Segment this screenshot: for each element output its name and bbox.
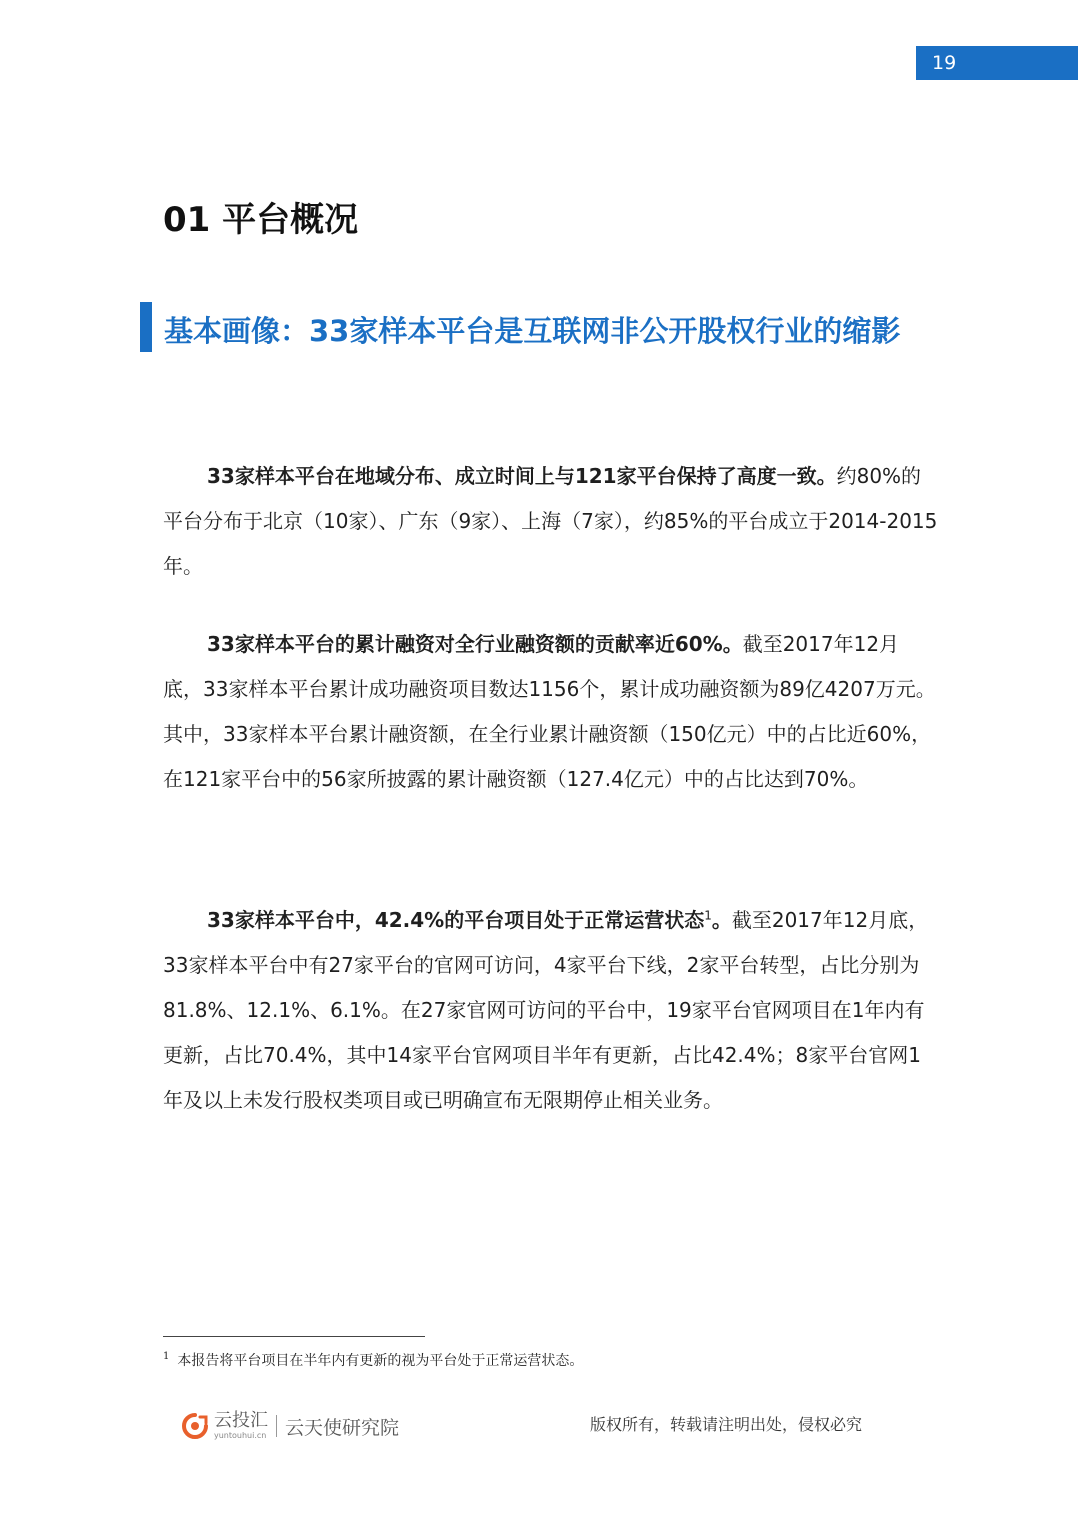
copyright-notice: 版权所有，转载请注明出处，侵权必究 [590, 1415, 863, 1434]
swirl-logo-icon [180, 1411, 210, 1441]
footnote-marker: 1 [163, 1351, 170, 1363]
paragraph-2 [163, 622, 938, 802]
footnote-reference[interactable]: 1 [704, 908, 712, 923]
paragraph-3-lead-end: 。 [711, 908, 732, 932]
paragraph-3-lead: 33家样本平台中，42.4%的平台项目处于正常运营状态 [207, 908, 705, 932]
subheading-accent-bar [140, 302, 152, 352]
paragraph-1 [163, 454, 938, 589]
institute-name: 云天使研究院 [285, 1416, 400, 1439]
logo-url: yuntouhui.cn [214, 1431, 267, 1440]
paragraph-1-body: 约80%的平台分布于北京（10家）、广东（9家）、上海（7家），约85%的平台成立于2014-2015年。 [163, 464, 938, 578]
footnote [163, 1350, 583, 1370]
section-title: 01 平台概况 [163, 200, 359, 240]
logo-brand: 云投汇 [214, 1410, 268, 1431]
paragraph-2-lead: 33家样本平台的累计融资对全行业融资额的贡献率近60%。 [207, 632, 743, 656]
footnote-divider [163, 1336, 425, 1337]
paragraph-3-body: 截至2017年12月底，33家样本平台中有27家平台的官网可访问，4家平台下线，2家平台转型，占比分别为81.8%、12.1%、6.1%。在27家官网可访问的平台中，19家平台官网项目在1年内有更新，占比70.4%，其中14家平台官网项目半年有更新，占比42.4%；8家平台官网1年及以上未发行股权类项目或已明确宣布无限期停止相关业务。 [163, 908, 929, 1112]
footer-logo [180, 1406, 399, 1446]
footnote-text: 本报告将平台项目在半年内有更新的视为平台处于正常运营状态。 [177, 1353, 584, 1369]
paragraph-2-body: 截至2017年12月底，33家样本平台累计成功融资项目数达1156个，累计成功融资额为89亿4207万元。其中，33家样本平台累计融资额，在全行业累计融资额（150亿元）中的占比近60%，在121家平台中的56家所披露的累计融资额（127.4亿元）中的占比达到70%。 [163, 632, 936, 791]
paragraph-1-lead: 33家样本平台在地域分布、成立时间上与121家平台保持了高度一致。 [207, 464, 837, 488]
subheading: 基本画像：33家样本平台是互联网非公开股权行业的缩影 [164, 314, 901, 348]
page-number: 19 [916, 46, 1078, 80]
logo-divider [276, 1415, 277, 1437]
paragraph-3 [163, 898, 938, 1123]
